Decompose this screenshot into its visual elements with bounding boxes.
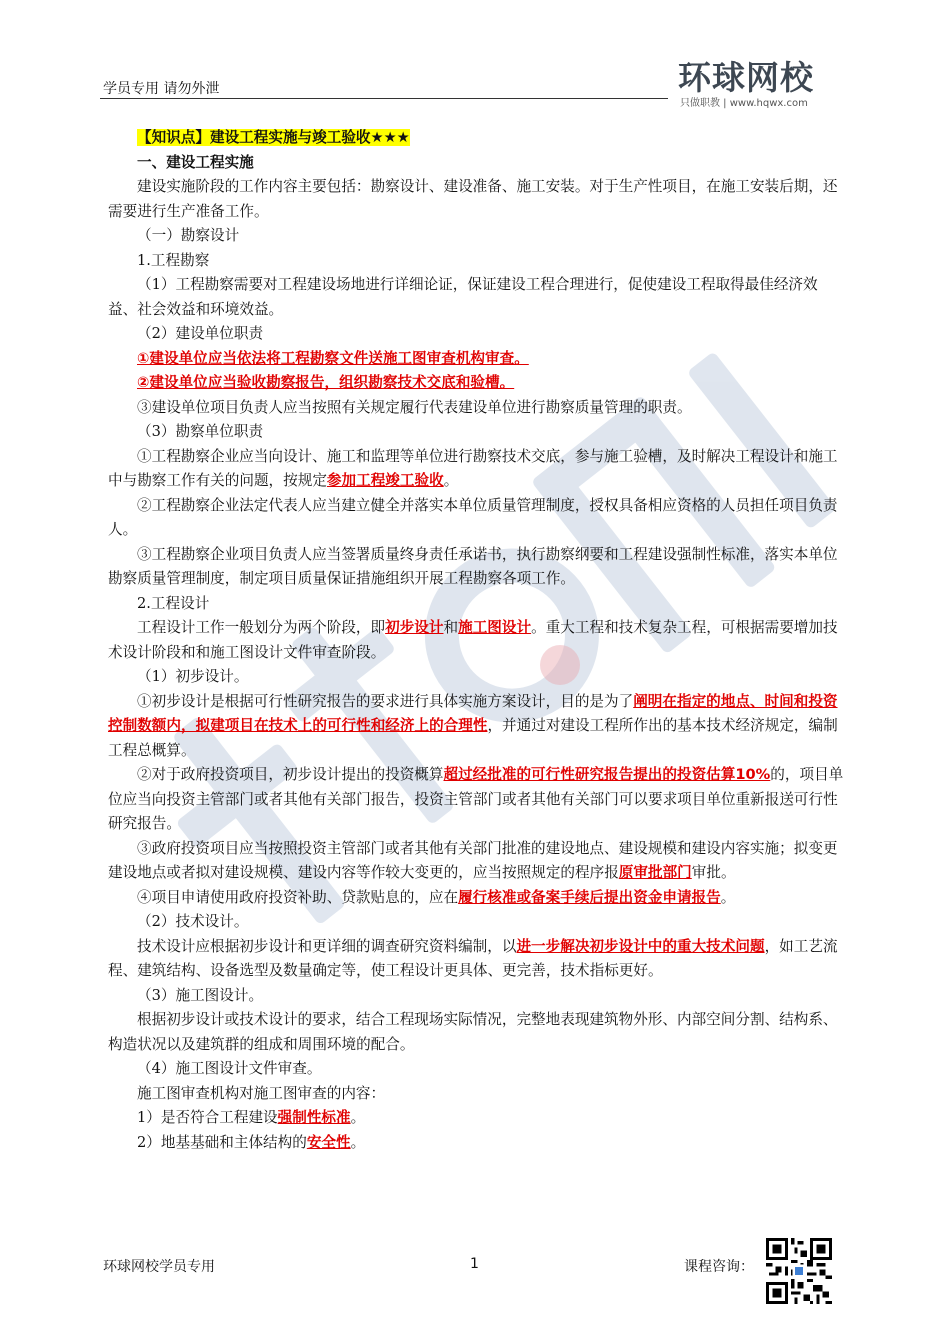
footer-note: 环球网校学员专用: [103, 1259, 215, 1275]
paragraph: [108, 371, 844, 396]
paragraph: （2）技术设计。: [137, 913, 249, 930]
paragraph: 2）地基基础和主体结构的安全性。: [137, 1133, 366, 1151]
key-point-text: 安全性: [306, 1133, 351, 1151]
logo-text: 环球网校: [678, 58, 814, 97]
qr-code-icon[interactable]: [766, 1238, 832, 1304]
key-point-text: 原审批部门: [618, 864, 692, 881]
paragraph: ②工程勘察企业法定代表人应当建立健全并落实本单位质量管理制度，授权具备相应资格的人员担任项目负责人。: [108, 496, 838, 538]
key-point-text: 阐明在指定的地点、时间和投资控制数额内，拟建项目在技术上的可行性和经济上的合理性: [108, 692, 838, 734]
page-number: 1: [470, 1256, 479, 1272]
key-point-text: 超过经批准的可行性研究报告提出的投资估算10%: [443, 766, 771, 783]
subsection-title: （一）勘察设计: [137, 227, 240, 244]
paragraph: [108, 347, 844, 372]
logo-slogan: 只做职教 | www.hqwx.com: [680, 98, 808, 109]
paragraph: 技术设计应根据初步设计和更详细的调查研究资料编制，以进一步解决初步设计中的重大技术问题，如工艺流程、建筑结构、设备选型及数量确定等，使工程设计更具体、更完善，技术指标更好。: [108, 937, 838, 979]
key-point-text: 施工图设计: [458, 619, 532, 636]
item-title: 1.工程勘察: [137, 251, 210, 269]
paragraph: ③建设单位项目负责人应当按照有关规定履行代表建设单位进行勘察质量管理的职责。: [137, 398, 692, 416]
paragraph: 施工图审查机构对施工图审查的内容：: [137, 1084, 386, 1102]
knowledge-point-title: 【知识点】建设工程实施与竣工验收★★★: [137, 129, 410, 146]
paragraph: 建设实施阶段的工作内容主要包括：勘察设计、建设准备、施工安装。对于生产性项目，在施工安装后期，还需要进行生产准备工作。: [108, 178, 838, 220]
key-point-text: 履行核准或备案手续后提出资金申请报告: [458, 888, 721, 906]
paragraph: ④项目申请使用政府投资补助、贷款贴息的，应在履行核准或备案手续后提出资金申请报告。: [137, 888, 736, 906]
paragraph: （2）建设单位职责: [137, 325, 264, 342]
key-point-text: 进一步解决初步设计中的重大技术问题: [516, 937, 765, 955]
paragraph: ①初步设计是根据可行性研究报告的要求进行具体实施方案设计，目的是为了阐明在指定的地点、时间和投资控制数额内，拟建项目在技术上的可行性和经济上的合理性，并通过对建设工程所作出的基本技术经济规定，编制工程总概算。: [108, 692, 838, 759]
paragraph: 根据初步设计或技术设计的要求，结合工程现场实际情况，完整地表现建筑物外形、内部空间分割、结构系、构造状况以及建筑群的组成和周围环境的配合。: [108, 1011, 838, 1053]
paragraph: ③政府投资项目应当按照投资主管部门或者其他有关部门批准的建设地点、建设规模和建设内容实施；拟变更建设地点或者拟对建设规模、建设内容等作较大变更的，应当按照规定的程序报原审批部门审批。: [108, 839, 838, 881]
paragraph: 工程设计工作一般划分为两个阶段，即初步设计和施工图设计。重大工程和技术复杂工程，可根据需要增加技术设计阶段和和施工图设计文件审查阶段。: [108, 619, 838, 661]
paragraph: ②对于政府投资项目，初步设计提出的投资概算超过经批准的可行性研究报告提出的投资估算10%的，项目单位应当向投资主管部门或者其他有关部门报告，投资主管部门或者其他有关部门可以要求项目单位重新报送可行性研究报告。: [108, 766, 844, 832]
key-point-text: ②建设单位应当验收勘察报告，组织勘察技术交底和验槽。: [137, 374, 515, 391]
paragraph: （1）初步设计。: [137, 668, 249, 685]
consult-label: 课程咨询：: [684, 1259, 754, 1275]
item-title: 2.工程设计: [137, 594, 210, 612]
key-point-text: 强制性标准: [277, 1109, 351, 1126]
header-divider: [100, 98, 668, 99]
paragraph: （1）工程勘察需要对工程建设场地进行详细论证，保证建设工程合理进行，促使建设工程取得最佳经济效益、社会效益和环境效益。: [108, 276, 818, 318]
document-body: [108, 126, 844, 1155]
paragraph: ①工程勘察企业应当向设计、施工和监理等单位进行勘察技术交底，参与施工验槽，及时解决工程设计和施工中与勘察工作有关的问题，按规定参加工程竣工验收。: [108, 447, 838, 489]
paragraph: ③工程勘察企业项目负责人应当签署质量终身责任承诺书，执行勘察纲要和工程建设强制性标准，落实本单位勘察质量管理制度，制定项目质量保证措施组织开展工程勘察各项工作。: [108, 545, 838, 587]
key-point-text: 初步设计: [385, 619, 444, 636]
header-confidential-note: 学员专用 请勿外泄: [103, 81, 220, 97]
key-point-text: 参加工程竣工验收: [326, 472, 444, 489]
paragraph: 1）是否符合工程建设强制性标准。: [137, 1109, 366, 1126]
key-point-text: ①建设单位应当依法将工程勘察文件送施工图审查机构审查。: [137, 349, 529, 367]
paragraph: （3）勘察单位职责: [137, 423, 264, 440]
brand-logo: [678, 52, 848, 114]
paragraph: （3）施工图设计。: [137, 986, 264, 1004]
paragraph: （4）施工图设计文件审查。: [137, 1060, 322, 1077]
section-title: 一、建设工程实施: [137, 153, 254, 171]
